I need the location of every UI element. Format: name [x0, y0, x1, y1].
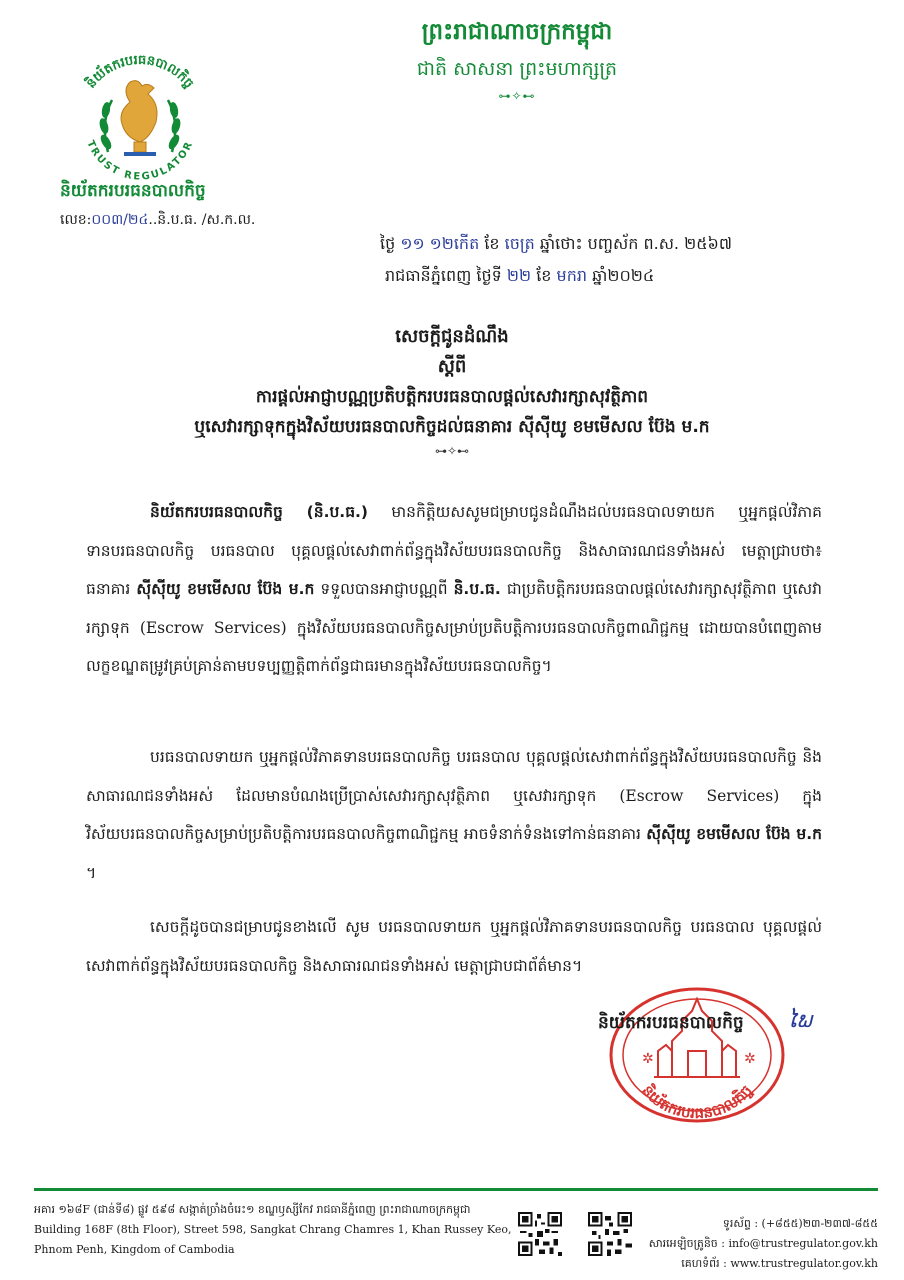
title-regarding: ស្តីពី: [437, 356, 467, 377]
address-english-line2: Phnom Penh, Kingdom of Cambodia: [34, 1243, 235, 1256]
p1-regulator: និយ័តករបរធនបាលកិច្ច (និ.ប.ធ.): [150, 503, 369, 521]
footer-contact: [649, 1214, 878, 1274]
title-notice: សេចក្តីជូនដំណឹង: [395, 326, 509, 347]
contact-email[interactable]: សារអេឡិចត្រូនិច : info@trustregulator.gov.kh: [648, 1237, 878, 1250]
qr-code-icon[interactable]: [588, 1212, 632, 1256]
svg-text:✲: ✲: [744, 1051, 756, 1067]
p1-text: មានកិត្តិយសសូមជម្រាបជូនដំណឹងដល់បរធនបាលទាយក ឬអ្នកផ្តល់វិភាគទានបរធនបាលកិច្ច បរធនបាល បុគ្គលផ្តល់សេវាពាក់ព័ន្ធក្នុងវិស័យបរធនបាលកិច្ច និងសាធារណជនទាំងអស់ មេត្តាជ្រាបថា៖ ធនាគារ: [86, 503, 822, 598]
svg-text:✲: ✲: [642, 1051, 654, 1067]
paragraph-2: [86, 738, 822, 892]
p2-bank-name: ស៊ីស៊ីយូ ខមមើសល ប៊ែង ម.ក: [646, 825, 822, 843]
lunar-date-month: ចេត្រ: [504, 234, 535, 253]
solar-date-prefix: រាជធានីភ្នំពេញ ថ្ងៃទី: [385, 266, 502, 285]
p1-abbr: និ.ប.ធ.: [453, 580, 501, 598]
lunar-date-day: ១១ ១២កើត: [400, 234, 480, 253]
qr-code-icon[interactable]: [518, 1212, 562, 1256]
solar-date-year: ឆ្នាំ២០២៤: [592, 266, 655, 285]
signature-title: និយ័តករបរធនបាលកិច្ច: [598, 1013, 744, 1033]
lunar-date-month-label: ខែ: [484, 234, 500, 253]
solar-date-day: ២២: [506, 266, 532, 285]
p2-text-end: ។: [86, 863, 97, 882]
lunar-date: [380, 233, 732, 257]
logo-arc-khmer: និយ័តករបរធនបាលកិច្ច: [83, 52, 197, 92]
ref-prefix: លេខ:: [60, 212, 92, 228]
address-khmer: អគារ ១៦៨F (ជាន់ទី៨) ផ្លូវ ៥៩៨ សង្កាត់ច្រាំងចំរេះ១ ខណ្ឌឫស្សីកែវ រាជធានីភ្នំពេញ ព្រះរាជាណាចក្រកម្ពុជា: [34, 1203, 471, 1216]
address-english-line1: Building 168F (8th Floor), Street 598, Sangkat Chrang Chamres 1, Khan Russey Keo,: [34, 1223, 512, 1236]
p1-bank-name: ស៊ីស៊ីយូ ខមមើសល ប៊ែង ម.ក: [136, 580, 315, 598]
header-ornament: ⊶✧⊷: [498, 89, 536, 103]
p1-text-end: ជាប្រតិបត្តិករបរធនបាលផ្តល់សេវារក្សាសុវត្ថិភាព ឬសេវារក្សាទុក (Escrow Services) ក្នុងវិស័យបរធនបាលកិច្ចសម្រាប់ប្រតិបត្តិការបរធនបាលកិច្ចពាណិជ្ជកម្ម ដោយបានបំពេញតាមលក្ខខណ្ឌតម្រូវគ្រប់គ្រាន់តាមបទប្បញ្ញត្តិពាក់ព័ន្ធជាធរមានក្នុងវិស័យបរធនបាលកិច្ច។: [86, 580, 822, 675]
title-ornament: ⊶✧⊷: [434, 444, 470, 458]
kingdom-header: [0, 18, 904, 103]
p1-text-mid: ទទួលបានអាជ្ញាបណ្ណពី: [314, 580, 454, 598]
national-motto: ជាតិ សាសនា ព្រះមហាក្សត្រ: [416, 58, 618, 80]
p2-text: បរធនបាលទាយក ឬអ្នកផ្តល់វិភាគទានបរធនបាលកិច្ច បរធនបាល បុគ្គលផ្តល់សេវាពាក់ព័ន្ធក្នុងវិស័យបរធនបាលកិច្ច និងសាធារណជនទាំងអស់ ដែលមានបំណងប្រើប្រាស់សេវារក្សាសុវត្ថិភាព ឬសេវារក្សាទុក (Escrow Services) ក្នុងវិស័យបរធនបាលកិច្ចសម្រាប់ប្រតិបត្តិការបរធនបាលកិច្ចពាណិជ្ជកម្ម អាចទំនាក់ទំនងទៅកាន់ធនាគារ: [86, 748, 822, 843]
solar-date: [385, 265, 654, 289]
contact-website[interactable]: គេហទំព័រ : www.trustregulator.gov.kh: [681, 1257, 878, 1270]
title-subject-line1: ការផ្តល់អាជ្ញាបណ្ណប្រតិបត្តិករបរធនបាលផ្តល់សេវារក្សាសុវត្ថិភាព: [255, 387, 649, 407]
footer-divider: [34, 1188, 878, 1191]
contact-phone: ទូរស័ព្ទ : (+៨៥៥)២៣-២៣៧-៨៥៥: [722, 1217, 878, 1230]
seal-text: និយ័តករបរធនបាលកិច្ច: [638, 1081, 756, 1123]
svg-text:និយ័តករបរធនបាលកិច្ច: [638, 1081, 757, 1122]
title-subject-line2: ឬសេវារក្សាទុកក្នុងវិស័យបរធនបាលកិច្ចដល់ធនាគារ ស៊ីស៊ីយូ ខមមើសល ប៊ែង ម.ក: [194, 417, 710, 437]
official-seal: [606, 985, 788, 1125]
reference-number: [60, 210, 255, 231]
solar-date-month-label: ខែ: [536, 266, 552, 285]
notice-title: [0, 322, 904, 458]
paragraph-1: [86, 493, 822, 686]
footer-address: [34, 1200, 511, 1260]
paragraph-3: [86, 908, 822, 985]
logo-arc-english: TRUST REGULATOR: [84, 138, 196, 183]
signature-scribble: ໄພ: [786, 1008, 812, 1033]
ref-suffix: ..និ.ប.ធ. /ស.ក.ល.: [148, 212, 256, 228]
p3-text: សេចក្តីដូចបានជម្រាបជូនខាងលើ សូម បរធនបាលទាយក ឬអ្នកផ្តល់វិភាគទានបរធនបាលកិច្ច បរធនបាល បុគ្គលផ្តល់សេវាពាក់ព័ន្ធក្នុងវិស័យបរធនបាលកិច្ច និងសាធារណជនទាំងអស់ មេត្តាជ្រាបជាព័ត៌មាន។: [86, 918, 822, 975]
kingdom-title: ព្រះរាជាណាចក្រកម្ពុជា: [421, 19, 613, 45]
ref-number: ០០៣/២៤: [91, 212, 149, 228]
solar-date-month: មករា: [556, 266, 588, 285]
lunar-date-year: ឆ្នាំថោះ បញ្ចស័ក ព.ស. ២៥៦៧: [539, 234, 732, 253]
regulator-name: និយ័តករបរធនបាលកិច្ច: [60, 181, 206, 201]
lunar-date-prefix: ថ្ងៃ: [380, 234, 396, 253]
